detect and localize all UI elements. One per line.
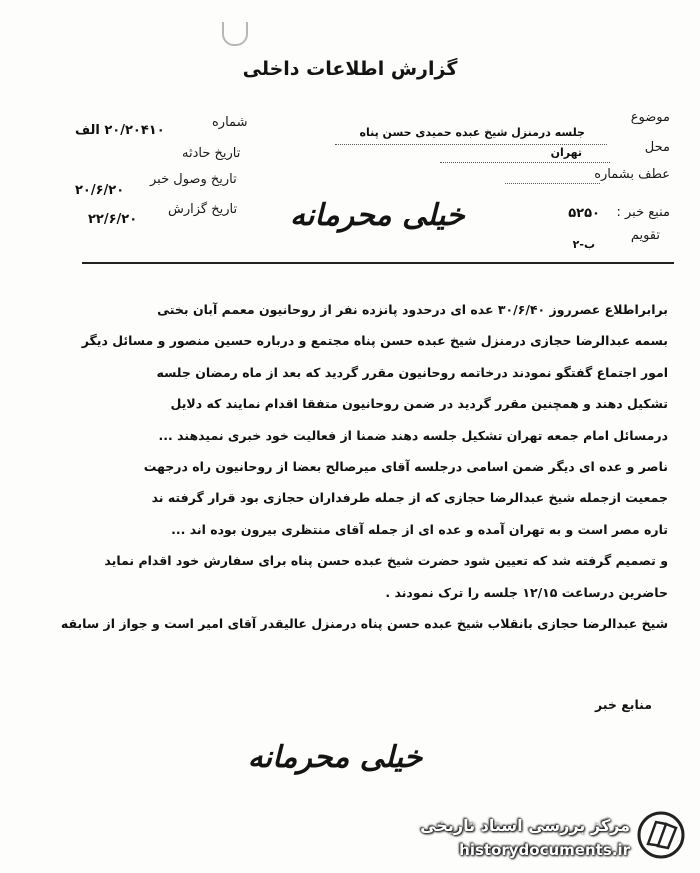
- body-line-6: ناصر و عده ای دیگر ضمن اسامی درجلسه آقای میرصالح بعضا از روحانیون راه درجهت: [143, 459, 668, 475]
- subject-label: موضوع: [630, 110, 670, 125]
- rating-value: ب-۲: [572, 238, 595, 251]
- body-line-2: بسمه عبدالرضا حجازی درمنزل شیخ عبده حسن پناه مجتمع و درباره حسین منصور و مسائل دیگر: [81, 333, 668, 349]
- body-line-9: و تصمیم گرفته شد که تعیین شود حضرت شیخ عبده حسن پناه برای سفارش خود اقدام نماید: [104, 553, 668, 569]
- archive-logo-icon: [636, 810, 686, 860]
- bottom-confidential-stamp: خیلی محرمانه: [247, 740, 423, 775]
- place-value: تهران: [550, 146, 582, 159]
- body-line-5: درمسائل امام جمعه تهران تشکیل جلسه دهند ضمنا از فعالیت خود خبری نمیدهند ...: [158, 427, 668, 443]
- ref-line: [505, 183, 600, 184]
- body-line-11: شیخ عبدالرضا حجازی بانقلاب شیخ عبده حسن پناه درمنزل عالیقدر آقای امیر است و جواز از سابقه: [60, 616, 668, 632]
- number-label: شماره: [212, 115, 248, 130]
- body-line-1: برابراطلاع عصرروز ۳۰/۶/۴۰ عده ای درحدود پانزده نفر از روحانیون معمم آبان بختی: [157, 302, 668, 317]
- report-body: [38, 294, 668, 639]
- place-label: محل: [644, 140, 670, 155]
- ref-label: عطف بشماره: [594, 167, 670, 182]
- source-value: ۵۲۵۰: [568, 206, 600, 221]
- report-date-value: ۲۲/۶/۲۰: [88, 212, 138, 227]
- number-value: ۲۰/۲۰۴۱۰ الف: [75, 123, 165, 138]
- source-note: منابع خبر: [594, 697, 652, 712]
- body-line-3: امور اجتماع گفتگو نمودند درخاتمه روحانیون مقرر گردید که بعد از ماه رمضان جلسه: [156, 364, 668, 380]
- place-line: [440, 162, 610, 163]
- body-line-8: تاره مصر است و به تهران آمده و عده ای از جمله آقای منتظری بیرون بوده اند ...: [171, 521, 668, 537]
- header-divider: [82, 262, 674, 264]
- subject-line: [335, 144, 607, 145]
- report-date-label: تاریخ گزارش: [168, 202, 238, 217]
- source-label: منبع خبر :: [616, 205, 670, 220]
- footer-website: historydocuments.ir: [459, 841, 630, 859]
- body-line-10: حاضرین درساعت ۱۲/۱۵ جلسه را ترک نمودند .: [385, 584, 668, 600]
- top-confidential-stamp: خیلی محرمانه: [290, 198, 465, 233]
- incident-date-label: تاریخ حادثه: [182, 146, 241, 161]
- punch-mark: [222, 22, 248, 46]
- receipt-date-label: تاریخ وصول خبر: [150, 172, 237, 187]
- receipt-date-value: ۲۰/۶/۲۰: [75, 183, 125, 198]
- body-line-7: جمعیت ازجمله شیخ عبدالرضا حجازی که از جمله طرفداران حجازی بود قرار گرفته ند: [151, 490, 668, 506]
- subject-value: جلسه درمنزل شیخ عبده حمیدی حسن پناه: [359, 126, 585, 139]
- rating-label: تقویم: [630, 228, 660, 243]
- report-title: گزارش اطلاعات داخلی: [242, 58, 458, 80]
- footer-org-name: مرکز بررسی اسناد تاریخی: [420, 816, 630, 835]
- body-line-4: تشکیل دهند و همچنین مقرر گردید در ضمن روحانیون متفقا اقدام نمایند که دلایل: [170, 396, 668, 412]
